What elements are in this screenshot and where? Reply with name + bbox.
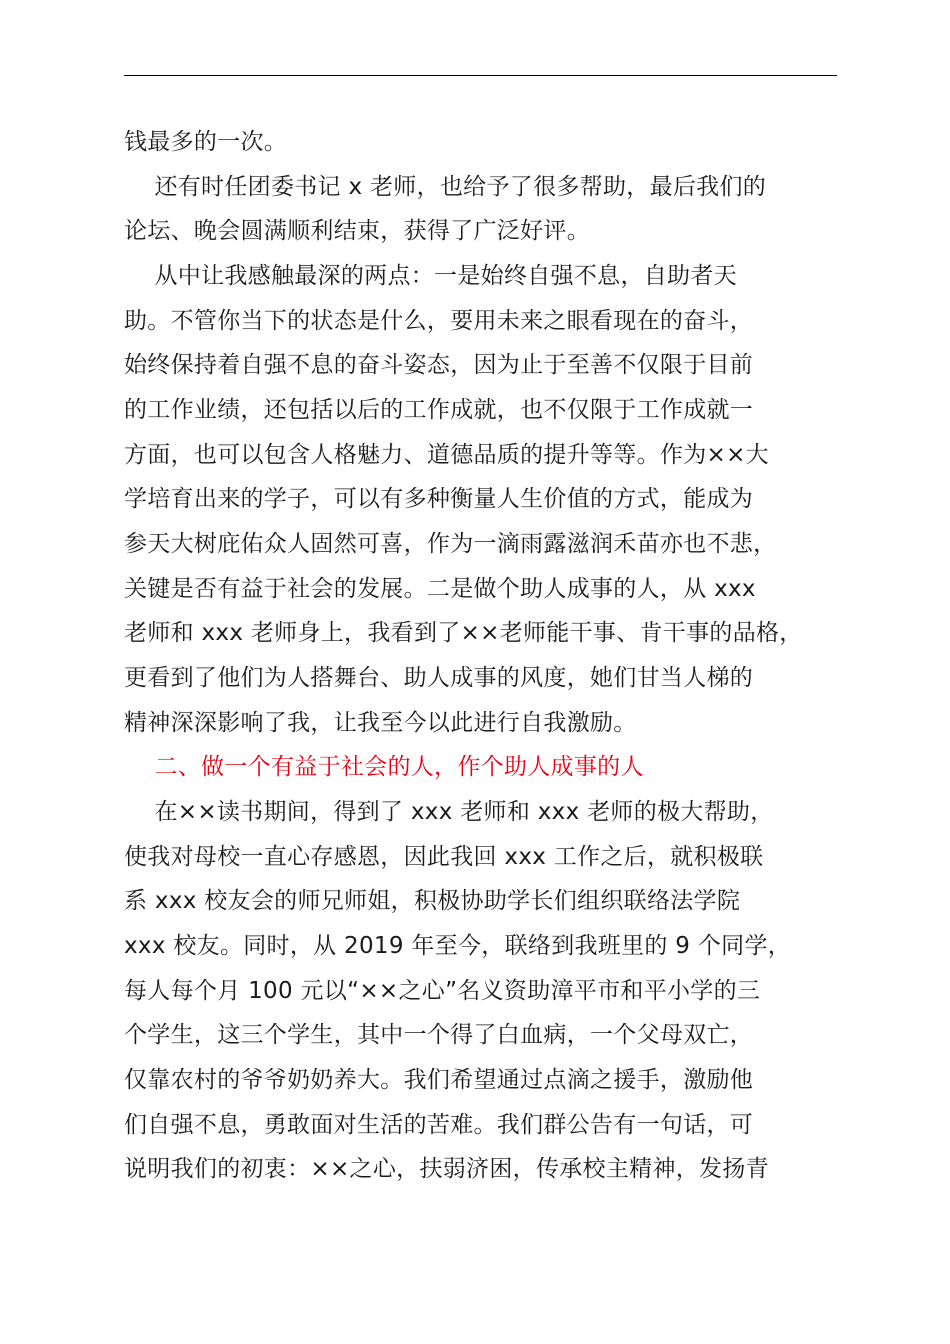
text-line: 助。不管你当下的状态是什么，要用未来之眼看现在的奋斗，: [124, 308, 754, 334]
text-line: 老师和 xxx 老师身上，我看到了××老师能干事、肯干事的品格，: [124, 620, 803, 646]
text-line: 仅靠农村的爷爷奶奶养大。我们希望通过点滴之援手，激励他: [124, 1067, 754, 1093]
text-line: 始终保持着自强不息的奋斗姿态，因为止于至善不仅限于目前: [124, 352, 754, 378]
text-line: 学培育出来的学子，可以有多种衡量人生价值的方式，能成为: [124, 486, 754, 512]
text-line: 的工作业绩，还包括以后的工作成就，也不仅限于工作成就一: [124, 397, 754, 423]
text-line: 使我对母校一直心存感恩，因此我回 xxx 工作之后，就积极联: [124, 844, 764, 870]
section-heading: 二、做一个有益于社会的人，作个助人成事的人: [124, 754, 644, 780]
text-line: 论坛、晚会圆满顺利结束，获得了广泛好评。: [124, 218, 590, 244]
text-line: xxx 校友。同时，从 2019 年至今，联络到我班里的 9 个同学，: [124, 933, 792, 959]
header-rule: [124, 75, 837, 76]
text-line: 每人每个月 100 元以“××之心”名义资助漳平市和平小学的三: [124, 978, 761, 1004]
text-line: 方面，也可以包含人格魅力、道德品质的提升等等。作为××大: [124, 442, 769, 468]
text-line: 们自强不息，勇敢面对生活的苦难。我们群公告有一句话，可: [124, 1112, 754, 1138]
text-line: 钱最多的一次。: [124, 129, 288, 155]
text-line: 系 xxx 校友会的师兄师姐，积极协助学长们组织联络法学院: [124, 888, 741, 914]
text-line: 还有时任团委书记 x 老师，也给予了很多帮助，最后我们的: [124, 174, 767, 200]
text-line: 更看到了他们为人搭舞台、助人成事的风度，她们甘当人梯的: [124, 665, 754, 691]
text-line: 个学生，这三个学生，其中一个得了白血病，一个父母双亡，: [124, 1022, 754, 1048]
text-line: 精神深深影响了我，让我至今以此进行自我激励。: [124, 710, 637, 736]
text-line: 参天大树庇佑众人固然可喜，作为一滴雨露滋润禾苗亦也不悲，: [124, 531, 777, 557]
text-line: 说明我们的初衷：××之心，扶弱济困，传承校主精神，发扬青: [124, 1156, 769, 1182]
text-line: 关键是否有益于社会的发展。二是做个助人成事的人，从 xxx: [124, 576, 756, 602]
text-line: 在××读书期间，得到了 xxx 老师和 xxx 老师的极大帮助，: [124, 799, 774, 825]
text-line: 从中让我感触最深的两点：一是始终自强不息，自助者天: [124, 263, 737, 289]
